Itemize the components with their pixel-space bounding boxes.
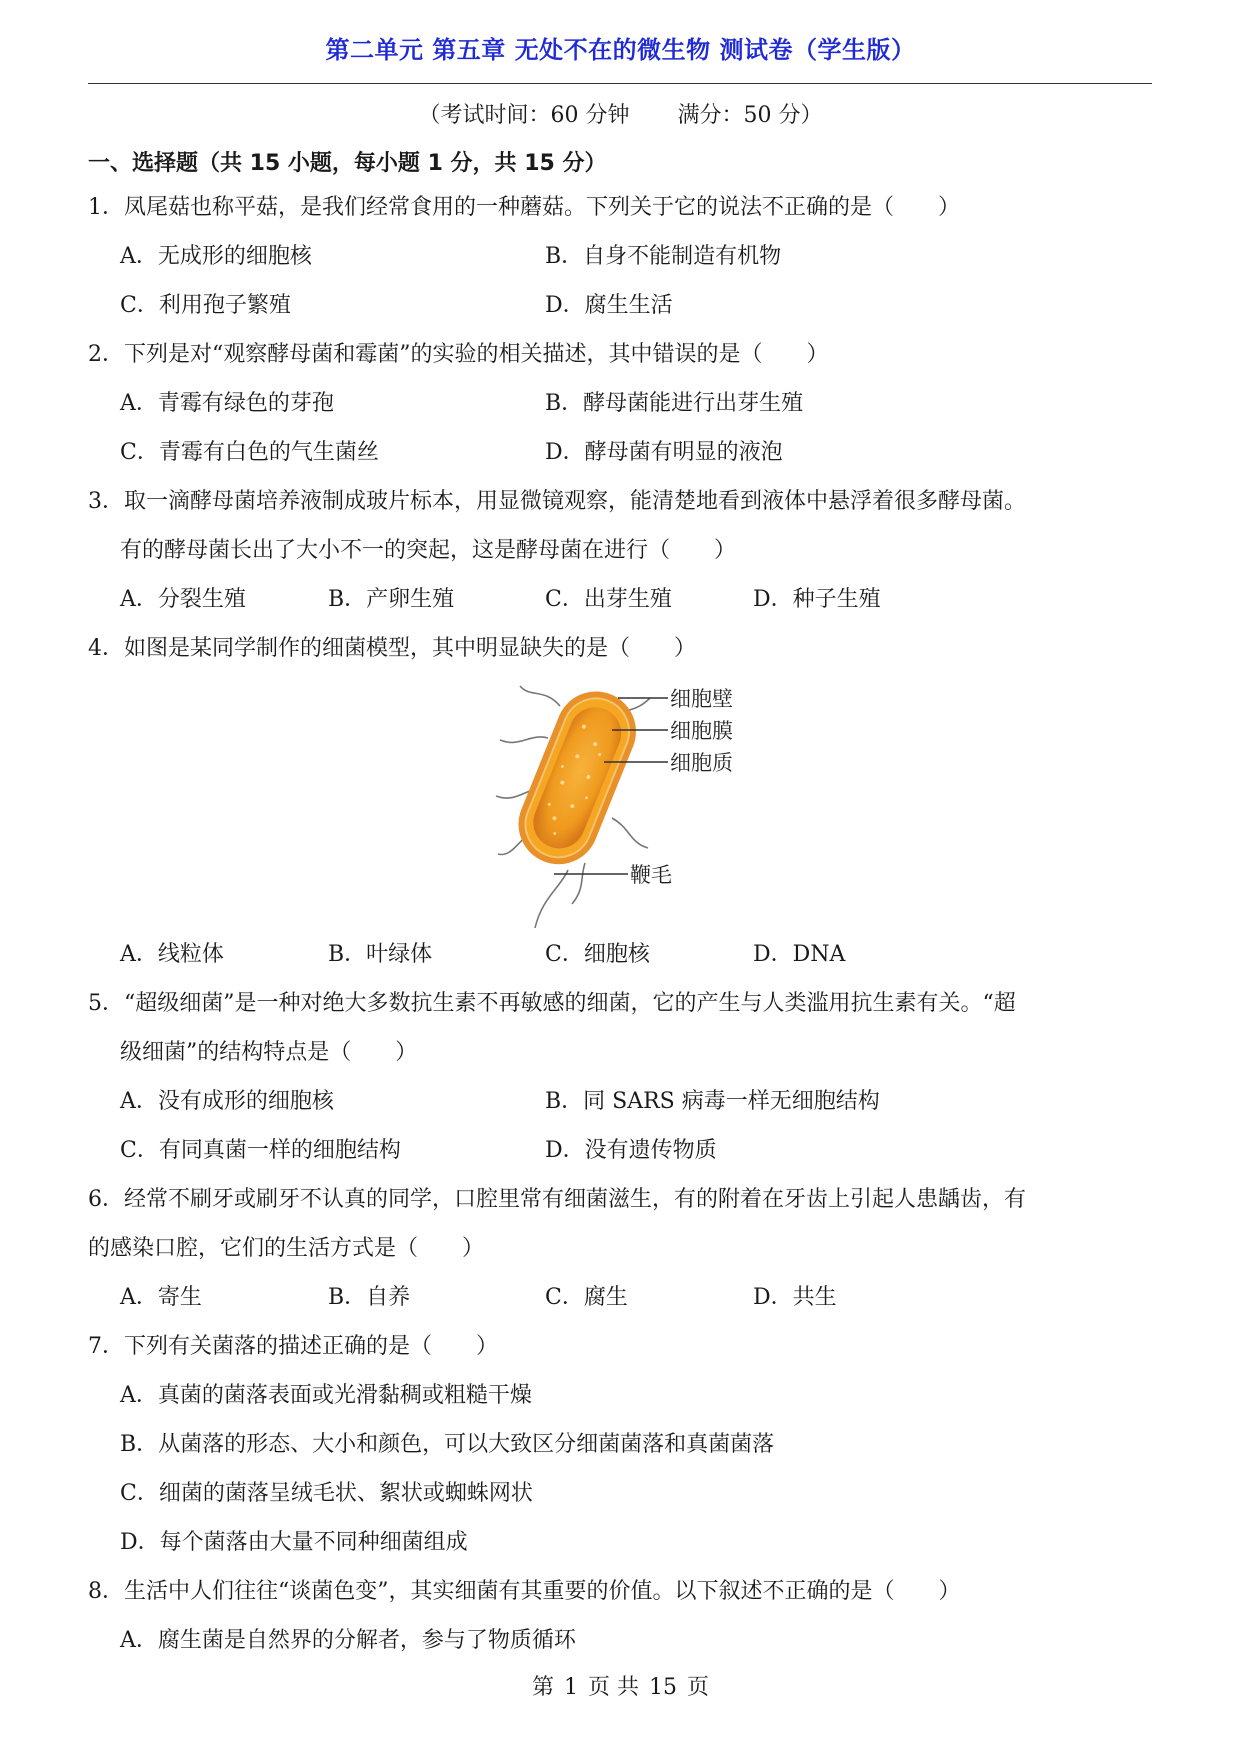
question-7-stem: 7．下列有关菌落的描述正确的是（ ） bbox=[88, 1334, 498, 1359]
question-6-stem: 6．经常不刷牙或刷牙不认真的同学，口腔里常有细菌滋生，有的附着在牙齿上引起人患龋齿，有 bbox=[88, 1187, 1027, 1212]
flagellum-icon bbox=[535, 870, 568, 928]
q7-option-c[interactable]: C．细菌的菌落呈绒毛状、絮状或蜘蛛网状 bbox=[120, 1481, 533, 1506]
exam-info bbox=[0, 98, 1241, 129]
q2-option-b[interactable]: B．酵母菌能进行出芽生殖 bbox=[545, 391, 804, 416]
q4-option-d[interactable]: D．DNA bbox=[753, 942, 846, 967]
question-4-stem: 4．如图是某同学制作的细菌模型，其中明显缺失的是（ ） bbox=[88, 636, 696, 661]
q1-option-c[interactable]: C．利用孢子繁殖 bbox=[120, 293, 291, 318]
q6-option-a[interactable]: A．寄生 bbox=[120, 1285, 202, 1310]
header-divider bbox=[88, 83, 1152, 84]
q8-option-a[interactable]: A．腐生菌是自然界的分解者，参与了物质循环 bbox=[120, 1628, 576, 1653]
q2-option-c[interactable]: C．青霉有白色的气生菌丝 bbox=[120, 440, 379, 465]
question-5-stem: 5．“超级细菌”是一种对绝大多数抗生素不再敏感的细菌，它的产生与人类滥用抗生素有关。“超 bbox=[88, 991, 1016, 1016]
q1-option-d[interactable]: D．腐生生活 bbox=[545, 293, 673, 318]
q5-option-d[interactable]: D．没有遗传物质 bbox=[545, 1138, 717, 1163]
q7-option-a[interactable]: A．真菌的菌落表面或光滑黏稠或粗糙干燥 bbox=[120, 1383, 532, 1408]
question-6-stem-cont: 的感染口腔，它们的生活方式是（ ） bbox=[88, 1236, 485, 1261]
footer-end-label: 页 bbox=[687, 1675, 710, 1700]
q1-option-b[interactable]: B．自身不能制造有机物 bbox=[545, 244, 782, 269]
page-title: 第二单元 第五章 无处不在的微生物 测试卷（学生版） bbox=[325, 36, 916, 64]
figure-label-flagellum: 鞭毛 bbox=[630, 863, 672, 887]
q1-option-a[interactable]: A．无成形的细胞核 bbox=[120, 244, 312, 269]
question-1-stem: 1．凤尾菇也称平菇，是我们经常食用的一种蘑菇。下列关于它的说法不正确的是（ ） bbox=[88, 195, 961, 220]
bacteria-cell bbox=[506, 679, 648, 876]
q4-option-b[interactable]: B．叶绿体 bbox=[328, 942, 433, 967]
figure-label-cell-membrane: 细胞膜 bbox=[670, 719, 733, 743]
footer-total-pages: 15 bbox=[649, 1675, 677, 1700]
q5-option-a[interactable]: A．没有成形的细胞核 bbox=[120, 1089, 334, 1114]
q6-option-d[interactable]: D．共生 bbox=[753, 1285, 837, 1310]
figure-label-cytoplasm: 细胞质 bbox=[670, 751, 733, 775]
bacteria-model-figure bbox=[490, 678, 750, 928]
q6-option-c[interactable]: C．腐生 bbox=[545, 1285, 628, 1310]
q4-option-a[interactable]: A．线粒体 bbox=[120, 942, 224, 967]
q2-option-d[interactable]: D．酵母菌有明显的液泡 bbox=[545, 440, 783, 465]
footer-page-label: 第 bbox=[531, 1675, 554, 1700]
figure-label-cell-wall: 细胞壁 bbox=[670, 687, 733, 711]
question-3-stem: 3．取一滴酵母菌培养液制成玻片标本，用显微镜观察，能清楚地看到液体中悬浮着很多酵母菌。 bbox=[88, 489, 1027, 514]
q3-option-a[interactable]: A．分裂生殖 bbox=[120, 587, 246, 612]
section-title: 一、选择题（共 15 小题，每小题 1 分，共 15 分） bbox=[88, 151, 607, 176]
exam-score: 满分：50 分） bbox=[677, 103, 823, 128]
question-2-stem: 2．下列是对“观察酵母菌和霉菌”的实验的相关描述，其中错误的是（ ） bbox=[88, 342, 829, 367]
q7-option-d[interactable]: D．每个菌落由大量不同种细菌组成 bbox=[120, 1530, 468, 1555]
q6-option-b[interactable]: B．自养 bbox=[328, 1285, 411, 1310]
q5-option-c[interactable]: C．有同真菌一样的细胞结构 bbox=[120, 1138, 401, 1163]
question-3-stem-cont: 有的酵母菌长出了大小不一的突起，这是酵母菌在进行（ ） bbox=[120, 538, 737, 563]
question-8-stem: 8．生活中人们往往“谈菌色变”，其实细菌有其重要的价值。以下叙述不正确的是（ ） bbox=[88, 1579, 961, 1604]
q5-option-b[interactable]: B．同 SARS 病毒一样无细胞结构 bbox=[545, 1089, 880, 1114]
q3-option-d[interactable]: D．种子生殖 bbox=[753, 587, 881, 612]
q4-option-c[interactable]: C．细胞核 bbox=[545, 942, 650, 967]
q3-option-b[interactable]: B．产卵生殖 bbox=[328, 587, 455, 612]
footer-mid-label: 页 共 bbox=[588, 1675, 639, 1700]
page-footer bbox=[0, 1670, 1241, 1701]
q7-option-b[interactable]: B．从菌落的形态、大小和颜色，可以大致区分细菌菌落和真菌菌落 bbox=[120, 1432, 775, 1457]
question-5-stem-cont: 级细菌”的结构特点是（ ） bbox=[120, 1040, 418, 1065]
exam-time: （考试时间：60 分钟 bbox=[418, 103, 630, 128]
q2-option-a[interactable]: A．青霉有绿色的芽孢 bbox=[120, 391, 334, 416]
footer-page-number: 1 bbox=[564, 1675, 578, 1700]
q3-option-c[interactable]: C．出芽生殖 bbox=[545, 587, 672, 612]
